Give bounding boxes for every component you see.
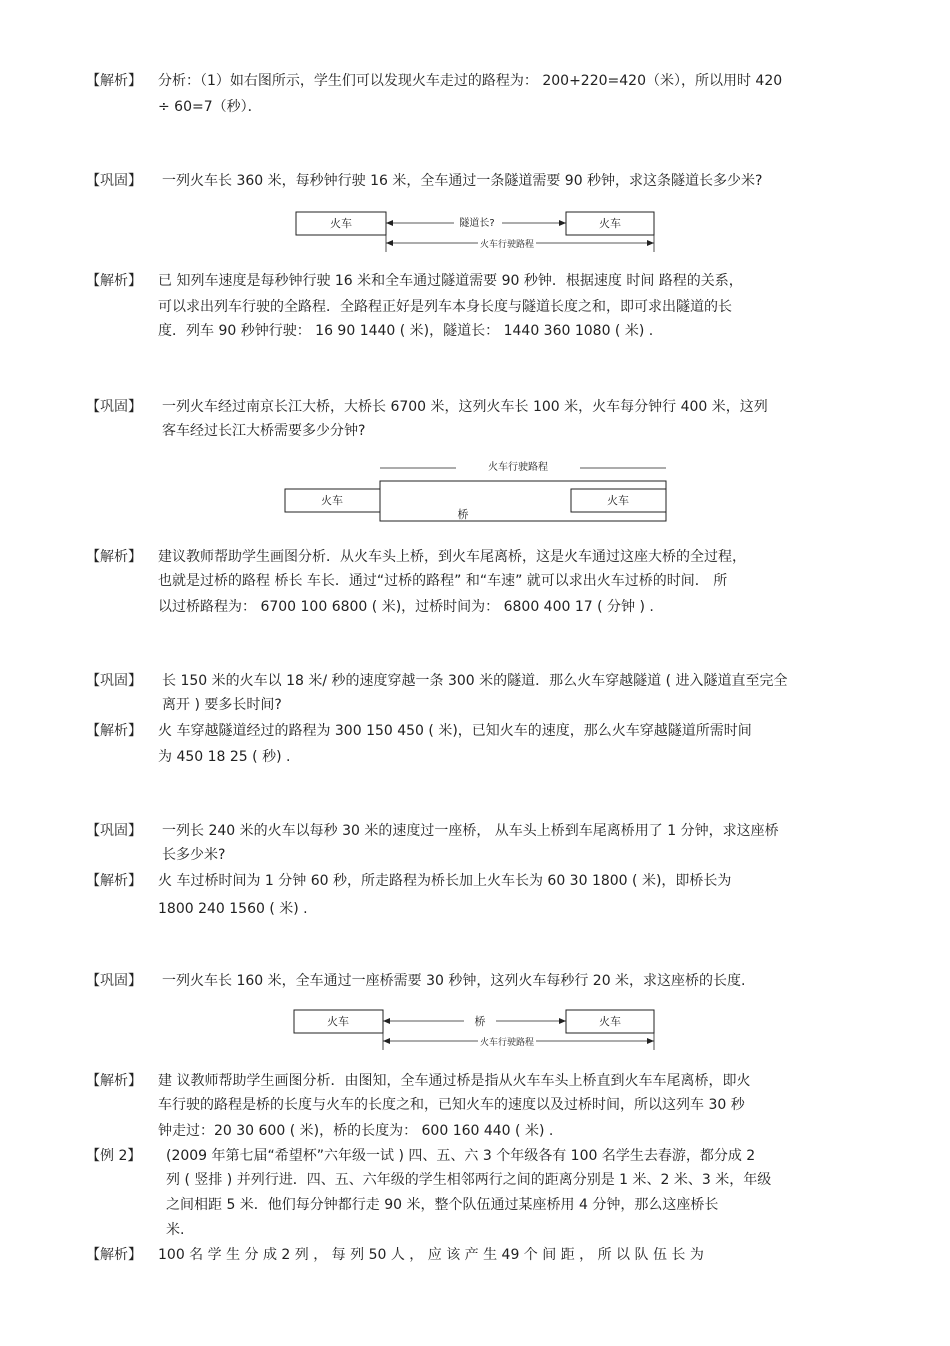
tunnel-diagram xyxy=(290,208,660,256)
text-line: 一列火车长 160 米，全车通过一座桥需要 30 秒钟，这列火车每秒行 20 米，求这座桥的长度. xyxy=(162,973,746,989)
text-line: 车行驶的路程是桥的长度与火车的长度之和，已知火车的速度以及过桥时间，所以这列车 30 秒 xyxy=(158,1097,745,1113)
train-left-label: 火车 xyxy=(330,217,352,230)
section-tag: 【巩固】 xyxy=(86,823,142,839)
section-tag: 【解析】 xyxy=(86,1073,142,1089)
text-line: 建 议教师帮助学生画图分析．由图知，全车通过桥是指从火车车头上桥直到火车车尾离桥，即火 xyxy=(158,1073,751,1089)
text-line: 客车经过长江大桥需要多少分钟? xyxy=(162,423,366,439)
text-line: 火 车穿越隧道经过的路程为 300 150 450 ( 米)，已知火车的速度，那么火车穿越隧道所需时间 xyxy=(158,723,752,739)
section-tag: 【解析】 xyxy=(86,549,142,565)
section-tag: 【解析】 xyxy=(86,73,142,89)
section-tag: 【解析】 xyxy=(86,873,142,889)
text-line: 分析：（1）如右图所示，学生们可以发现火车走过的路程为： 200+220=420（米），所以用时 420 xyxy=(158,73,783,89)
bridge-diagram xyxy=(280,460,675,524)
tunnel-length-label: 隧道长? xyxy=(459,218,495,229)
train-left-label: 火车 xyxy=(321,494,343,507)
text-line: 度．列车 90 秒钟行驶： 16 90 1440 ( 米)，隧道长： 1440 360 1080 ( 米) . xyxy=(158,323,654,339)
train-right-label: 火车 xyxy=(599,217,621,230)
section-tag: 【巩固】 xyxy=(86,399,142,415)
text-line: 一列长 240 米的火车以每秒 30 米的速度过一座桥， 从车头上桥到车尾离桥用了 1 分钟，求这座桥 xyxy=(162,823,779,839)
section-tag: 【巩固】 xyxy=(86,173,142,189)
train-left-label: 火车 xyxy=(327,1015,349,1028)
bridge-label: 桥 xyxy=(457,508,469,521)
text-line: 100 名 学 生 分 成 2 列 ， 每 列 50 人 ， 应 该 产 生 49 个 间 距 ， 所 以 队 伍 长 为 xyxy=(158,1247,704,1263)
bridge-label: 桥 xyxy=(474,1015,486,1028)
text-line: 长多少米? xyxy=(162,847,226,863)
text-line: 米. xyxy=(166,1222,185,1238)
section-tag: 【巩固】 xyxy=(86,673,142,689)
text-line: 已 知列车速度是每秒钟行驶 16 米和全车通过隧道需要 90 秒钟．根据速度 时间 路程的关系， xyxy=(158,273,743,289)
section-tag: 【解析】 xyxy=(86,1247,142,1263)
text-line: (2009 年第七届“希望杯”六年级一试 ) 四、五、六 3 个年级各有 100 名学生去春游，都分成 2 xyxy=(166,1148,756,1164)
text-line: 也就是过桥的路程 桥长 车长．通过“过桥的路程” 和“车速” 就可以求出火车过桥的时间． 所 xyxy=(158,573,728,589)
text-line: 1800 240 1560 ( 米) . xyxy=(158,901,308,917)
train-right-label: 火车 xyxy=(599,1015,621,1028)
text-line: 一列火车经过南京长江大桥，大桥长 6700 米，这列火车长 100 米，火车每分钟行 400 米，这列 xyxy=(162,399,768,415)
path-label: 火车行驶路程 xyxy=(488,462,548,473)
section-tag: 【例 2】 xyxy=(86,1148,142,1164)
train-right-label: 火车 xyxy=(607,494,629,507)
section-tag: 【解析】 xyxy=(86,723,142,739)
text-line: 离开 ) 要多长时间? xyxy=(162,697,282,713)
text-line: 以过桥路程为： 6700 100 6800 ( 米)，过桥时间为： 6800 400 17 ( 分钟 ) . xyxy=(158,599,654,615)
text-line: 列 ( 竖排 ) 并列行进．四、五、六年级的学生相邻两行之间的距离分别是 1 米、2 米、3 米，年级 xyxy=(166,1172,772,1188)
section-tag: 【解析】 xyxy=(86,273,142,289)
path-label: 火车行驶路程 xyxy=(479,1038,535,1048)
text-line: 钟走过：20 30 600 ( 米)，桥的长度为： 600 160 440 ( 米) . xyxy=(158,1123,554,1139)
text-line: 火 车过桥时间为 1 分钟 60 秒，所走路程为桥长加上火车长为 60 30 1800 ( 米)，即桥长为 xyxy=(158,873,732,889)
text-line: 建议教师帮助学生画图分析．从火车头上桥，到火车尾离桥，这是火车通过这座大桥的全过程， xyxy=(158,549,746,565)
text-line: ÷ 60=7（秒）． xyxy=(158,99,262,115)
bridge-crossing-diagram xyxy=(288,1006,660,1054)
text-line: 一列火车长 360 米，每秒钟行驶 16 米，全车通过一条隧道需要 90 秒钟，求这条隧道长多少米? xyxy=(162,173,763,189)
text-line: 为 450 18 25 ( 秒) . xyxy=(158,749,291,765)
text-line: 长 150 米的火车以 18 米/ 秒的速度穿越一条 300 米的隧道．那么火车穿越隧道 ( 进入隧道直至完全 xyxy=(162,673,788,689)
section-tag: 【巩固】 xyxy=(86,973,142,989)
text-line: 可以求出列车行驶的全路程．全路程正好是列车本身长度与隧道长度之和，即可求出隧道的长 xyxy=(158,299,732,315)
text-line: 之间相距 5 米．他们每分钟都行走 90 米，整个队伍通过某座桥用 4 分钟，那么这座桥长 xyxy=(166,1197,719,1213)
path-label: 火车行驶路程 xyxy=(479,240,535,250)
